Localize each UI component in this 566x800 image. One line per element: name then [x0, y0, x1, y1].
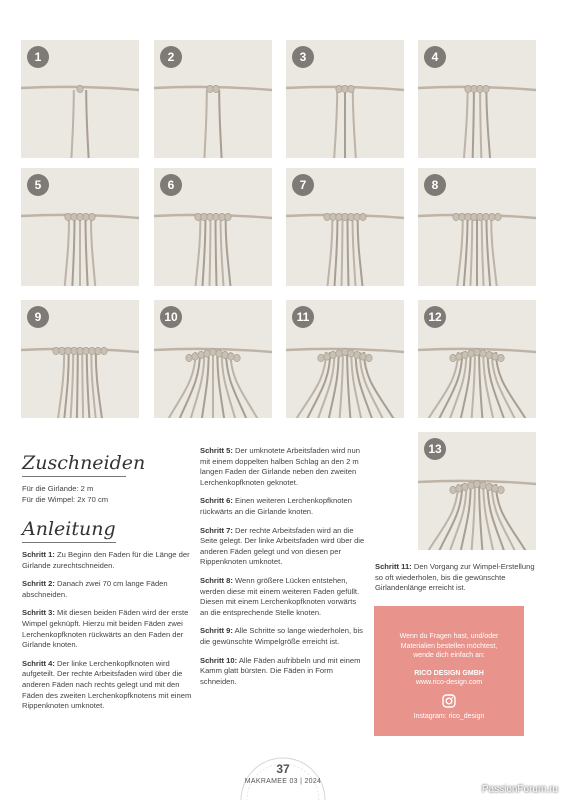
- cutting-list: [22, 484, 192, 505]
- step-photo-13: [418, 432, 536, 550]
- anleitung-heading: Anleitung: [22, 518, 116, 540]
- step-3-text: Schritt 3: Mit diesen beiden Fäden wird der erste Wimpel geknüpft. Hierzu mit beiden Fäden zwei Lerchenkopfknoten rückwärts an den Faden der Girlande knoten.: [22, 608, 189, 650]
- step-photo-5: [21, 168, 139, 286]
- heading-underline: [22, 476, 126, 477]
- step-number-badge: 12: [424, 306, 446, 328]
- cutting-garland: Für die Girlande: 2 m: [22, 484, 94, 493]
- instructions-column-1: [22, 550, 192, 720]
- step-number-badge: 4: [424, 46, 446, 68]
- watermark: PassionForum.ru: [481, 784, 558, 795]
- step-6-text: Schritt 6: Einen weiteren Lerchenkopfknoten rückwärts an die Girlande knoten.: [200, 496, 352, 516]
- contact-line-2: Materialien bestellen möchtest,: [400, 642, 498, 650]
- step-8-text: Schritt 8: Wenn größere Lücken entstehen, werden diese mit einem weiteren Faden gefüllt. Diesen mit einem Lerchenkopfknoten vorwärts an die entsprechende Stelle knoten.: [200, 575, 360, 617]
- step-photo-4: [418, 40, 536, 158]
- step-number-badge: 10: [160, 306, 182, 328]
- contact-box: [374, 606, 524, 736]
- step-photo-6: [154, 168, 272, 286]
- step-photo-1: [21, 40, 139, 158]
- company-name: RICO DESIGN GMBH: [414, 669, 484, 677]
- step-number-badge: 9: [27, 306, 49, 328]
- step-photo-7: [286, 168, 404, 286]
- step-2-text: Schritt 2: Danach zwei 70 cm lange Fäden abschneiden.: [22, 579, 168, 599]
- step-photo-11: [286, 300, 404, 418]
- company-url[interactable]: www.rico-design.com: [415, 679, 483, 686]
- step-number-badge: 1: [27, 46, 49, 68]
- step-photo-10: [154, 300, 272, 418]
- step-photo-3: [286, 40, 404, 158]
- step-11-text: Schritt 11: Den Vorgang zur Wimpel-Erstellung so oft wiederholen, bis die gewünschte Girlandenlänge erreicht ist.: [375, 562, 535, 593]
- step-number-badge: 5: [27, 174, 49, 196]
- step-number-badge: 8: [424, 174, 446, 196]
- step-photo-12: [418, 300, 536, 418]
- instructions-column-2: [200, 446, 365, 695]
- step-number-badge: 13: [424, 438, 446, 460]
- page-number: 37: [276, 762, 290, 776]
- step-9-text: Schritt 9: Alle Schritte so lange wiederholen, bis die gewünschte Wimpelgröße erreicht ist.: [200, 626, 363, 646]
- step-photo-2: [154, 40, 272, 158]
- step-photo-9: [21, 300, 139, 418]
- step-number-badge: 7: [292, 174, 314, 196]
- contact-line-3: wende dich einfach an:: [413, 652, 485, 659]
- instructions-column-3: [375, 562, 541, 602]
- step-7-text: Schritt 7: Der rechte Arbeitsfaden wird an die Seite gelegt. Der linke Arbeitsfaden wird über die anderen Fäden gelegt und von diesen per Rippenknoten umknotet.: [200, 525, 365, 567]
- step-5-text: Schritt 5: Der umknotete Arbeitsfaden wird nun mit einem doppelten halben Schlag an den 2 m langen Faden der Girlande neben den zweiten Lerchenkopfknoten geknotet.: [200, 446, 360, 487]
- step-10-text: Schritt 10: Alle Fäden aufribbeln und mit einem Kamm glatt bürsten. Die Fäden in Form schneiden.: [200, 655, 361, 686]
- step-4-text: Schritt 4: Der linke Lerchenkopfknoten wird aufgeteilt. Der rechte Arbeitsfaden wird über die anderen Fäden nach rechts gelegt und mit den Fäden des zweiten Lerchenkopfknotens mit einem Rippenknoten umknotet.: [22, 658, 192, 711]
- cutting-pennant: Für die Wimpel: 2x 70 cm: [22, 494, 109, 504]
- step-number-badge: 6: [160, 174, 182, 196]
- step-1-text: Schritt 1: Zu Beginn den Faden für die Länge der Girlande zurechtschneiden.: [22, 550, 190, 570]
- step-number-badge: 3: [292, 46, 314, 68]
- instagram-handle[interactable]: Instagram: rico_design: [413, 712, 485, 720]
- heading-underline: [22, 542, 116, 543]
- step-number-badge: 11: [292, 306, 314, 328]
- instagram-icon[interactable]: [374, 694, 524, 708]
- zuschneiden-heading: Zuschneiden: [22, 452, 146, 474]
- magazine-issue: MAKRAMEE 03 | 2024: [244, 778, 322, 785]
- step-number-badge: 2: [160, 46, 182, 68]
- contact-line-1: Wenn du Fragen hast, und/oder: [399, 633, 499, 640]
- step-photo-8: [418, 168, 536, 286]
